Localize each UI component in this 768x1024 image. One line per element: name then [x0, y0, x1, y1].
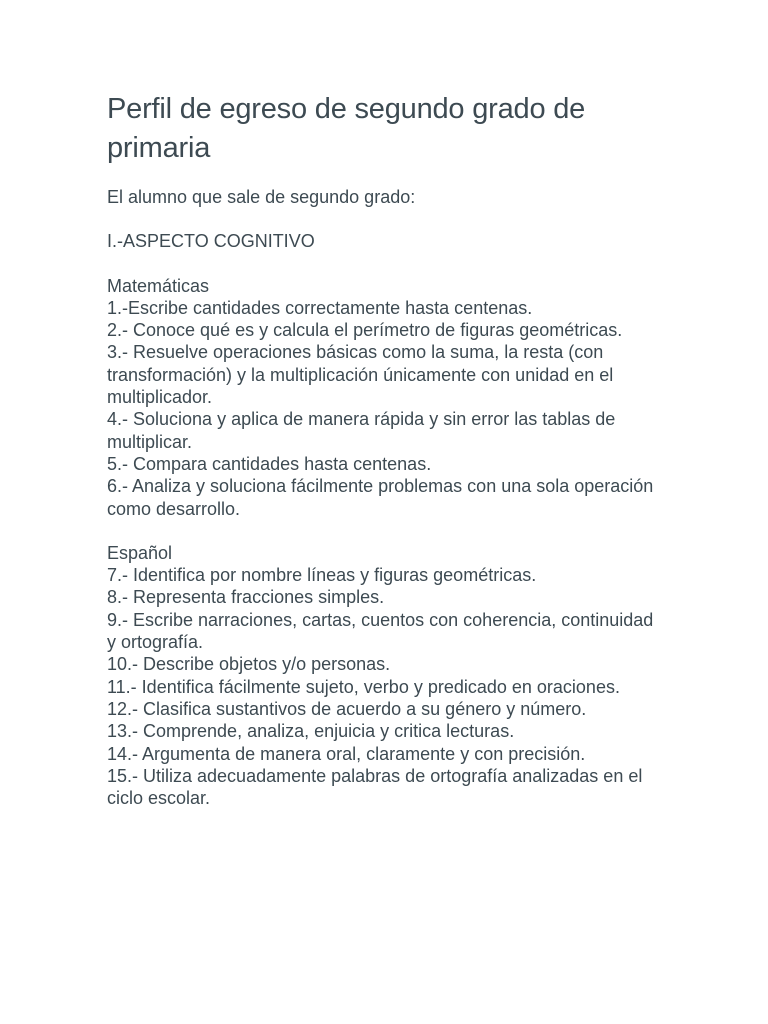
subject-block-espanol: [107, 542, 667, 810]
list-item: 9.- Escribe narraciones, cartas, cuentos con coherencia, continuidad y ortografía.: [107, 609, 654, 653]
section-heading: I.-ASPECTO COGNITIVO: [107, 231, 315, 252]
item-list: [107, 564, 667, 809]
list-item: 5.- Compara cantidades hasta centenas.: [107, 453, 432, 474]
list-item: 4.- Soluciona y aplica de manera rápida y sin error las tablas de multiplicar.: [107, 409, 616, 452]
list-item: 12.- Clasifica sustantivos de acuerdo a su género y número.: [107, 698, 587, 719]
list-item: 3.- Resuelve operaciones básicas como la suma, la resta (con transformación) y la multiplicación únicamente con unidad en el multiplicador.: [107, 342, 614, 408]
subject-heading: Español: [107, 542, 173, 563]
subject-heading: Matemáticas: [107, 275, 210, 296]
list-item: 2.- Conoce qué es y calcula el perímetro de figuras geométricas.: [107, 320, 623, 341]
list-item: 7.- Identifica por nombre líneas y figuras geométricas.: [107, 565, 537, 586]
list-item: 10.- Describe objetos y/o personas.: [107, 654, 391, 675]
list-item: 8.- Representa fracciones simples.: [107, 587, 385, 608]
list-item: 15.- Utiliza adecuadamente palabras de ortografía analizadas en el ciclo escolar.: [107, 765, 643, 809]
list-item: 14.- Argumenta de manera oral, claramente y con precisión.: [107, 743, 586, 764]
intro-text: El alumno que sale de segundo grado:: [107, 187, 416, 207]
document-page: [107, 90, 667, 831]
list-item: 13.- Comprende, analiza, enjuicia y critica lecturas.: [107, 721, 515, 742]
list-item: 1.-Escribe cantidades correctamente hasta centenas.: [107, 297, 533, 318]
list-item: 11.- Identifica fácilmente sujeto, verbo y predicado en oraciones.: [107, 676, 620, 697]
list-item: 6.- Analiza y soluciona fácilmente problemas con una sola operación como desarrollo.: [107, 476, 654, 519]
subject-block-matematicas: [107, 275, 667, 520]
page-title: Perfil de egreso de segundo grado de primaria: [107, 93, 586, 164]
item-list: [107, 297, 667, 520]
